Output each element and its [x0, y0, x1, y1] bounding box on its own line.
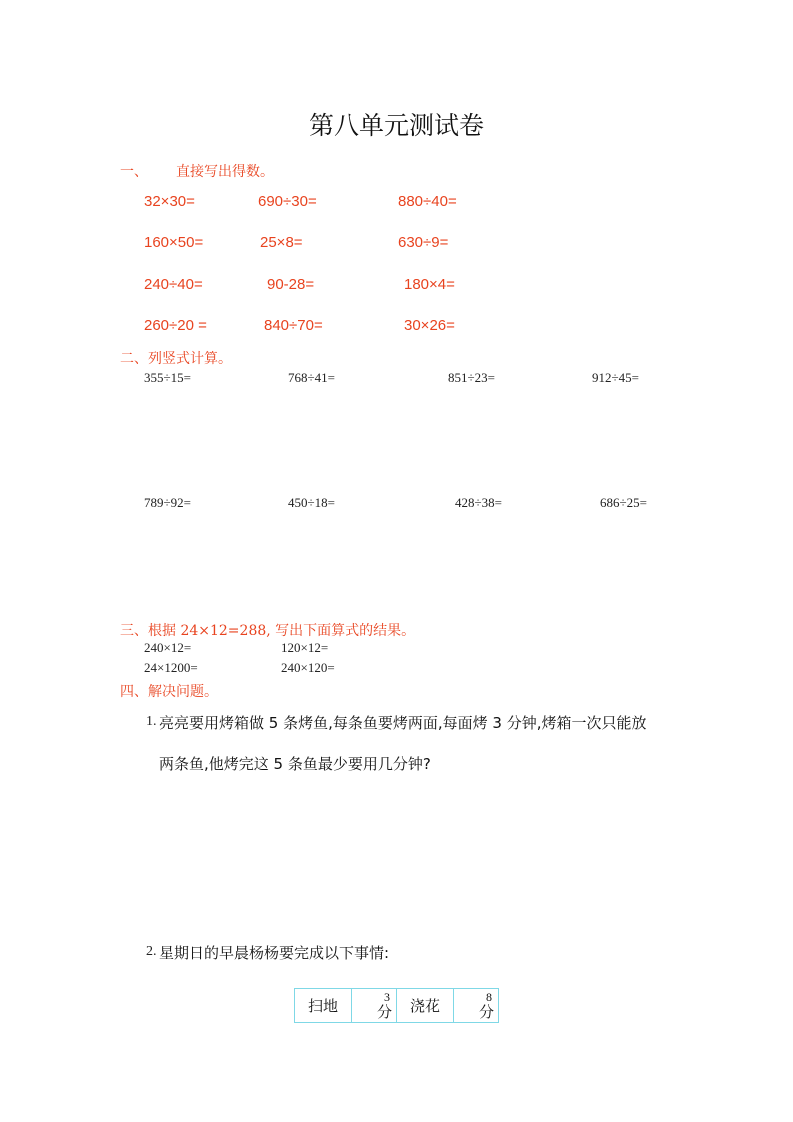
problem1-number: 1.: [146, 714, 157, 729]
vertical-division-problem: 912÷45=: [592, 370, 639, 385]
vertical-division-problem: 789÷92=: [144, 495, 191, 510]
duration-value: 3: [384, 990, 390, 1004]
oral-problem: 260÷20 =: [144, 317, 207, 334]
section2-heading: 二、列竖式计算。: [120, 351, 232, 367]
oral-problem: 32×30=: [144, 193, 195, 210]
derived-problem: 24×1200=: [144, 660, 198, 675]
oral-problem: 880÷40=: [398, 193, 457, 210]
oral-problem: 90-28=: [267, 276, 315, 293]
vertical-division-problem: 450÷18=: [288, 495, 335, 510]
vertical-division-problem: 686÷25=: [600, 495, 647, 510]
chore-name: 扫地: [295, 989, 352, 1023]
section3-heading: 三、根据 24×12=288, 写出下面算式的结果。: [120, 623, 416, 639]
table-row: [295, 989, 499, 1023]
derived-problem: 240×120=: [281, 660, 335, 675]
oral-problem: 690÷30=: [258, 193, 317, 210]
oral-problem: 240÷40=: [144, 276, 203, 293]
derived-problem: 120×12=: [281, 640, 329, 655]
vertical-division-problem: 428÷38=: [455, 495, 502, 510]
duration-value: 8: [486, 990, 492, 1004]
section4-heading: 四、解决问题。: [120, 684, 218, 700]
oral-problem: 180×4=: [404, 276, 455, 293]
page-title: 第八单元测试卷: [308, 111, 484, 140]
oral-problem: 840÷70=: [264, 317, 323, 334]
oral-problem: 160×50=: [144, 234, 204, 251]
oral-problem: 30×26=: [404, 317, 455, 334]
oral-problem: 25×8=: [260, 234, 303, 251]
chore-duration: [352, 989, 397, 1023]
chores-table: [294, 988, 499, 1023]
section1-heading: 直接写出得数。: [176, 164, 274, 180]
problem2-text: 星期日的早晨杨杨要完成以下事情:: [159, 944, 390, 962]
vertical-division-problem: 355÷15=: [144, 370, 191, 385]
duration-unit: 分: [478, 1003, 494, 1021]
chore-duration: [454, 989, 499, 1023]
derived-problem: 240×12=: [144, 640, 192, 655]
section1-number: 一、: [120, 164, 148, 180]
problem1-text-continued: 两条鱼,他烤完这 5 条鱼最少要用几分钟?: [159, 755, 431, 773]
chore-name: 浇花: [397, 989, 454, 1023]
problem1-text: 亮亮要用烤箱做 5 条烤鱼,每条鱼要烤两面,每面烤 3 分钟,烤箱一次只能放: [159, 714, 647, 732]
duration-unit: 分: [376, 1003, 392, 1021]
oral-problem: 630÷9=: [398, 234, 449, 251]
vertical-division-problem: 768÷41=: [288, 370, 335, 385]
vertical-division-problem: 851÷23=: [448, 370, 495, 385]
problem2-number: 2.: [146, 944, 157, 959]
